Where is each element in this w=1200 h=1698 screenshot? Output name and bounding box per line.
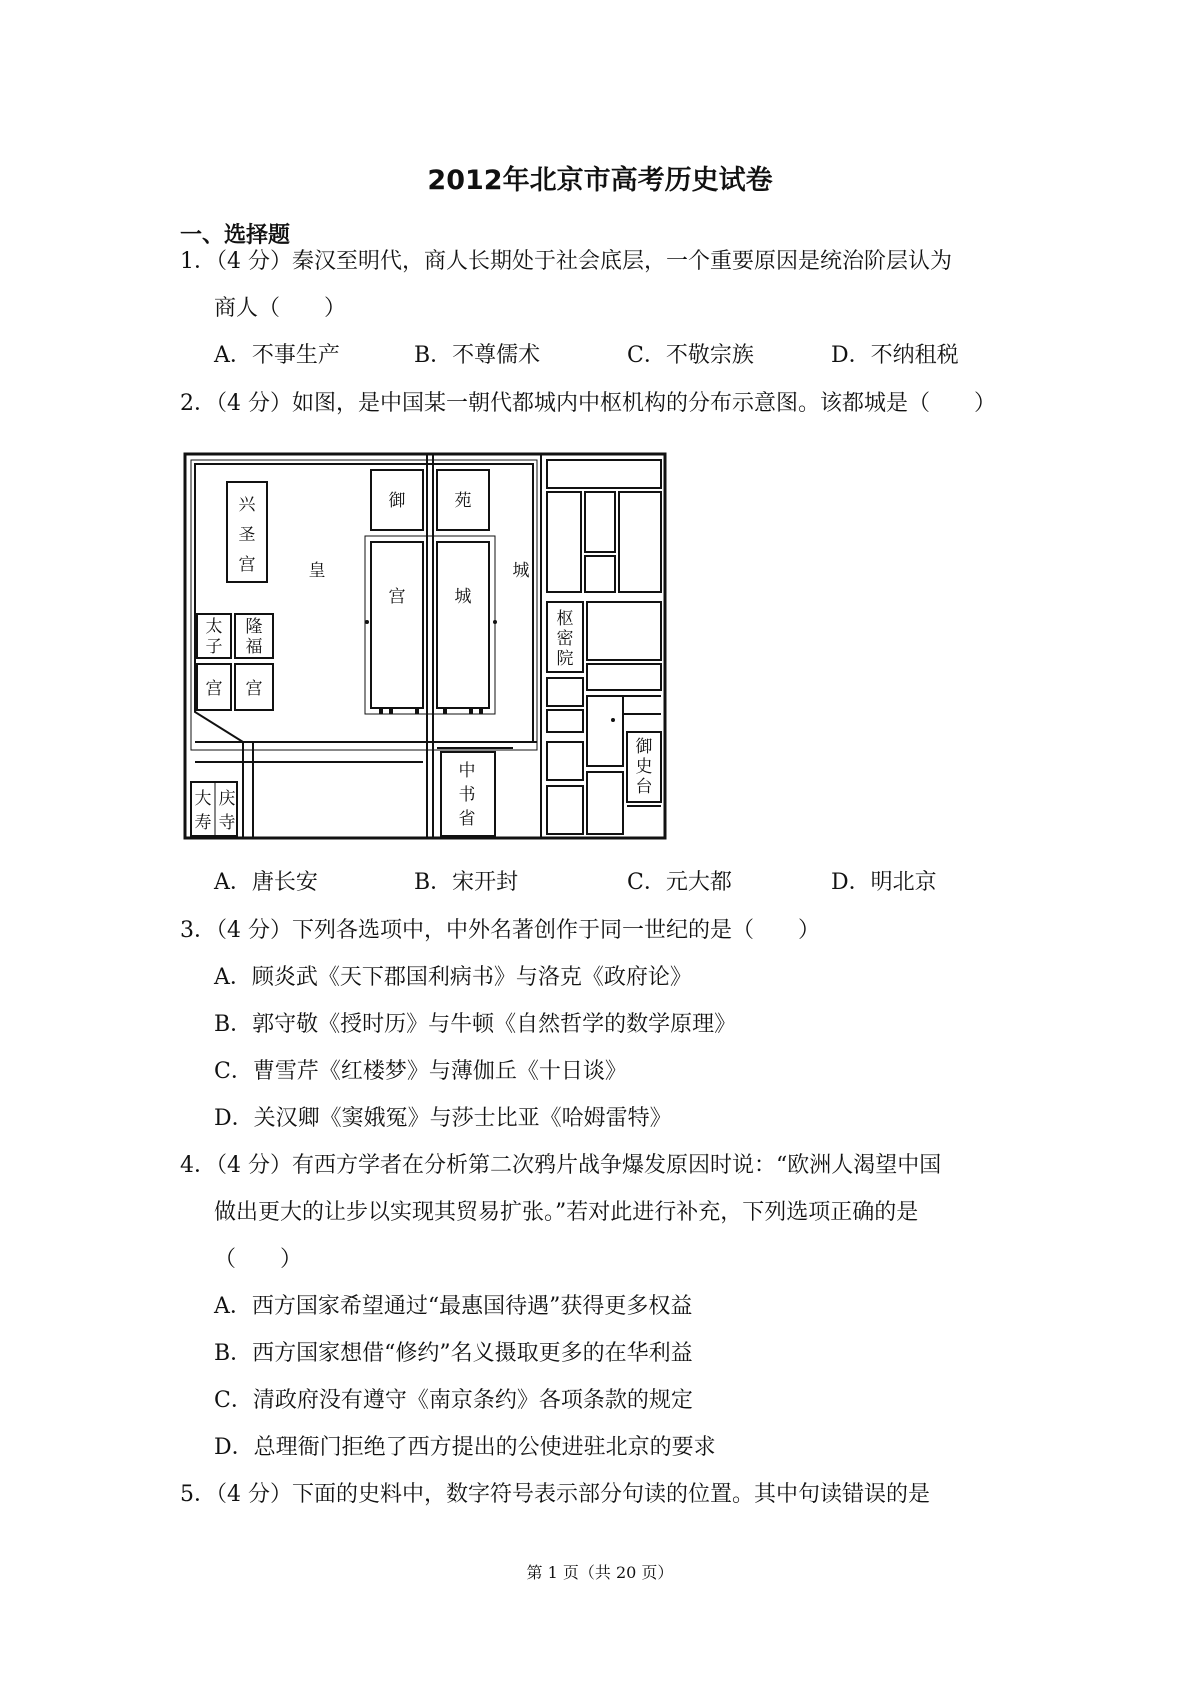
page-footer: 第 1 页（共 20 页） xyxy=(526,1563,674,1582)
q2-option-b: B．宋开封 xyxy=(414,870,519,895)
q1-line-1: 1．（4 分）秦汉至明代，商人长期处于社会底层，一个重要原因是统治阶层认为 xyxy=(180,249,952,274)
q4-option-b: B．西方国家想借“修约”名义摄取更多的在华利益 xyxy=(214,1341,693,1366)
east-block-9 xyxy=(587,664,661,690)
east-block-1 xyxy=(547,460,661,488)
east-block-3 xyxy=(585,492,615,552)
east-block-10 xyxy=(587,696,623,766)
label-xingsheng-2: 圣 xyxy=(238,525,256,545)
q2-option-d: D．明北京 xyxy=(831,870,937,895)
label-zhongshu-2: 书 xyxy=(458,785,476,805)
east-block-12 xyxy=(547,786,583,834)
label-yushi-2: 史 xyxy=(635,757,653,777)
label-xingsheng-1: 兴 xyxy=(238,495,256,515)
label-yushi-3: 台 xyxy=(635,777,653,797)
label-daqing-2: 庆 xyxy=(218,789,236,809)
east-block-4 xyxy=(619,492,661,592)
q4-option-c: C．清政府没有遵守《南京条约》各项条款的规定 xyxy=(214,1388,693,1413)
section-heading: 一、选择题 xyxy=(180,223,291,248)
label-longfu-1: 隆 xyxy=(245,617,263,637)
q1-option-c: C．不敬宗族 xyxy=(627,343,754,368)
page-title: 2012年北京市高考历史试卷 xyxy=(427,165,773,196)
label-shumi-2: 密 xyxy=(556,629,574,649)
label-yuan: 苑 xyxy=(454,491,472,511)
q1-options xyxy=(214,341,1014,371)
label-longfu-2: 福 xyxy=(245,637,263,657)
q5-line-1: 5．（4 分）下面的史料中，数字符号表示部分句读的位置。其中句读错误的是 xyxy=(180,1482,930,1507)
palace-city-frame xyxy=(365,536,495,714)
q4-line-3: （ ） xyxy=(214,1247,303,1272)
label-shousi-2: 寺 xyxy=(218,813,236,833)
label-gong-left: 宫 xyxy=(205,679,223,699)
q4-line-2: 做出更大的让步以实现其贸易扩张。”若对此进行补充，下列选项正确的是 xyxy=(214,1200,919,1225)
q2-options xyxy=(214,868,1014,898)
q2-option-a: A．唐长安 xyxy=(214,870,318,895)
label-shousi-1: 寿 xyxy=(194,813,212,833)
label-gong: 宫 xyxy=(388,587,406,607)
q3-option-d: D．关汉卿《窦娥冤》与莎士比亚《哈姆雷特》 xyxy=(214,1106,672,1131)
q3-line-1: 3．（4 分）下列各选项中，中外名著创作于同一世纪的是（ ） xyxy=(180,918,820,943)
east-block-13 xyxy=(587,772,623,834)
label-yu: 御 xyxy=(388,491,406,511)
capital-city-map xyxy=(183,452,667,840)
q2-option-c: C．元大都 xyxy=(627,870,732,895)
q1-option-b: B．不尊儒术 xyxy=(414,343,541,368)
q2-line-1: 2．（4 分）如图，是中国某一朝代都城内中枢机构的分布示意图。该都城是（ ） xyxy=(180,391,996,416)
palace-left-box xyxy=(371,542,423,708)
q4-option-d: D．总理衙门拒绝了西方提出的公使进驻北京的要求 xyxy=(214,1435,716,1460)
label-taizi-2: 子 xyxy=(205,637,223,657)
label-daqing-1: 大 xyxy=(194,789,212,809)
q1-option-a: A．不事生产 xyxy=(214,343,340,368)
q3-option-c: C．曹雪芹《红楼梦》与薄伽丘《十日谈》 xyxy=(214,1059,627,1084)
label-zhongshu-1: 中 xyxy=(458,761,476,781)
map-figure xyxy=(183,452,667,840)
q3-option-b: B．郭守敬《授时历》与牛顿《自然哲学的数学原理》 xyxy=(214,1012,737,1037)
east-block-8 xyxy=(547,710,583,732)
label-gong-right: 宫 xyxy=(245,679,263,699)
east-block-2 xyxy=(547,492,581,592)
label-taizi-1: 太 xyxy=(205,617,223,637)
label-zhongshu-3: 省 xyxy=(458,809,476,829)
label-shumi-1: 枢 xyxy=(556,609,574,629)
east-block-6 xyxy=(587,602,661,660)
east-block-11 xyxy=(547,742,583,780)
q1-option-d: D．不纳租税 xyxy=(831,343,959,368)
q3-option-a: A．顾炎武《天下郡国利病书》与洛克《政府论》 xyxy=(214,965,692,990)
label-cheng-2: 城 xyxy=(512,561,530,581)
q1-line-2: 商人（ ） xyxy=(214,296,347,321)
q4-line-1: 4．（4 分）有西方学者在分析第二次鸦片战争爆发原因时说：“欧洲人渴望中国 xyxy=(180,1153,942,1178)
east-block-5 xyxy=(585,556,615,592)
q4-option-a: A．西方国家希望通过“最惠国待遇”获得更多权益 xyxy=(214,1294,693,1319)
label-shumi-3: 院 xyxy=(556,649,574,669)
label-yushi-1: 御 xyxy=(635,737,653,757)
label-xingsheng-3: 宫 xyxy=(238,555,256,575)
label-huang: 皇 xyxy=(308,561,326,581)
label-cheng: 城 xyxy=(454,587,472,607)
palace-right-box xyxy=(437,542,489,708)
east-block-7 xyxy=(547,678,583,706)
